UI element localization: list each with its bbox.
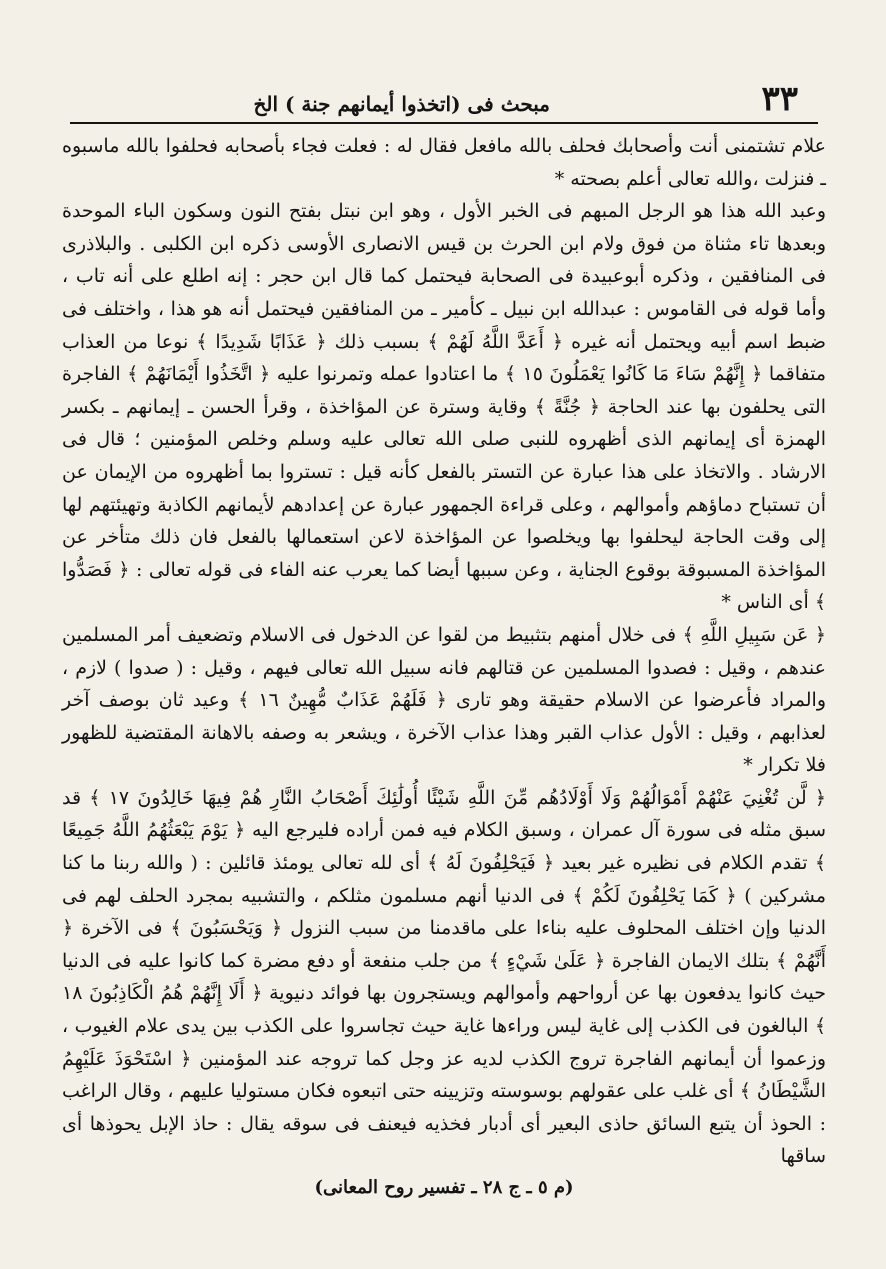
header-rule [70, 122, 818, 124]
paragraph: وعبد الله هذا هو الرجل المبهم فى الخبر الأول ، وهو ابن نبتل بفتح النون وسكون الباء الموحدة وبعدها تاء مثناة من فوق ولام ابن الحرث بن قيس الانصارى الأوسى ذكره ابن الكلبى . والبلاذرى فى المنافقين ، وذكره أبوعبيدة فى الصحابة فيحتمل كما قال ابن حجر : إنه اطلع على أنه تاب ، وأما قوله فى القاموس : عبدالله ابن نبيل ـ كأمير ـ من المنافقين فيحتمل أنه هو هذا ، واختلف فى ضبط اسم أبيه ويحتمل أنه غيره ﴿ أَعَدَّ اللَّهُ لَهُمْ ﴾ بسبب ذلك ﴿ عَذَابًا شَدِيدًا ﴾ نوعا من العذاب متفاقما ﴿ إِنَّهُمْ سَاءَ مَا كَانُوا يَعْمَلُونَ ١٥ ﴾ ما اعتادوا عمله وتمرنوا عليه ﴿ اتَّخَذُوا أَيْمَانَهُمْ ﴾ الفاجرة التى يحلفون بها عند الحاجة ﴿ جُنَّةً ﴾ وقاية وسترة عن المؤاخذة ، وقرأ الحسن ـ إيمانهم ـ بكسر الهمزة أى إيمانهم الذى أظهروه للنبى صلى الله تعالى عليه وسلم وخلص المؤمنين ؛ قال فى الارشاد . والاتخاذ على هذا عبارة عن التستر بالفعل كأنه قيل : تستروا بما أظهروه من الإيمان عن أن تستباح دماؤهم وأموالهم ، وعلى قراءة الجمهور عبارة عن إعدادهم لأيمانهم الكاذبة وتهيئتهم لها إلى وقت الحاجة ليحلفوا بها ويخلصوا عن المؤاخذة لاعن استعمالها بالفعل فان ذلك متأخر عن المؤاخذة المسبوقة بوقوع الجناية ، وعن سببها أيضا كما يعرب عنه الفاء فى قوله تعالى : ﴿ فَصَدُّوا ﴾ أى الناس * [62, 200, 826, 614]
paragraph: علام تشتمنى أنت وأصحابك فحلف بالله مافعل فقال له : فعلت فجاء بأصحابه فحلفوا بالله ماسبوه ـ فنزلت ،والله تعالى أعلم بصحته * [62, 135, 826, 190]
paragraph: ﴿ لَّن تُغْنِيَ عَنْهُمْ أَمْوَالُهُمْ وَلَا أَوْلَادُهُم مِّنَ اللَّهِ شَيْئًا أُولَٰئِكَ أَصْحَابُ النَّارِ هُمْ فِيهَا خَالِدُونَ ١٧ ﴾ قد سبق مثله فى سورة آل عمران ، وسبق الكلام فيه فمن أراده فليرجع اليه ﴿ يَوْمَ يَبْعَثُهُمُ اللَّهُ جَمِيعًا ﴾ تقدم الكلام فى نظيره غير بعيد ﴿ فَيَحْلِفُونَ لَهُ ﴾ أى لله تعالى يومئذ قائلين : ( والله ربنا ما كنا مشركين ) ﴿ كَمَا يَحْلِفُونَ لَكُمْ ﴾ فى الدنيا أنهم مسلمون مثلكم ، والتشبيه بمجرد الحلف لهم فى الدنيا وإن اختلف المحلوف عليه بناءا على ماقدمنا من سبب النزول ﴿ وَيَحْسَبُونَ ﴾ فى الآخرة ﴿ أَنَّهُمْ ﴾ بتلك الايمان الفاجرة ﴿ عَلَىٰ شَيْءٍ ﴾ من جلب منفعة أو دفع مضرة كما كانوا عليه فى الدنيا حيث كانوا يدفعون بها عن أرواحهم وأموالهم ويستجرون بها فوائد دنيوية ﴿ أَلَا إِنَّهُمْ هُمُ الْكَاذِبُونَ ١٨ ﴾ البالغون فى الكذب إلى غاية ليس وراءها غاية حيث تجاسروا على الكذب بين يدى علام الغيوب ، وزعموا أن أيمانهم الفاجرة تروج الكذب لديه عز وجل كما تروجه عند المؤمنين ﴿ اسْتَحْوَذَ عَلَيْهِمُ الشَّيْطَانُ ﴾ أى غلب على عقولهم بوسوسته وتزيينه حتى اتبعوه فكان مستوليا عليهم ، وقال الراغب : الحوذ أن يتبع السائق حاذى البعير أى أدبار فخذيه فيعنف فى سوقه يقال : حاذ الإبل يحوذها أى ساقها [62, 786, 826, 1168]
paragraph: ﴿ عَن سَبِيلِ اللَّهِ ﴾ فى خلال أمنهم بتثبيط من لقوا عن الدخول فى الاسلام وتضعيف أمر المسلمين عندهم ، وقيل : فصدوا المسلمين عن قتالهم فانه سبيل الله تعالى فيهم ، وقيل : ( صدوا ) لازم ، والمراد فأعرضوا عن الاسلام حقيقة وهو تارى ﴿ فَلَهُمْ عَذَابٌ مُّهِينٌ ١٦ ﴾ وعيد ثان بوصف آخر لعذابهم ، وقيل : الأول عذاب القبر وهذا عذاب الآخرة ، ويشعر به وصفه بالاهانة المقتضية للظهور فلا تكرار * [62, 623, 826, 777]
page-header [62, 78, 826, 118]
body-text [62, 130, 826, 1173]
running-title: مبحث فى (اتخذوا أيمانهم جنة ) الخ [253, 92, 550, 116]
page-number: ٣٣ [761, 79, 798, 119]
page-footer: (م ٥ ـ ج ٢٨ ـ تفسير روح المعانى) [314, 1177, 574, 1198]
